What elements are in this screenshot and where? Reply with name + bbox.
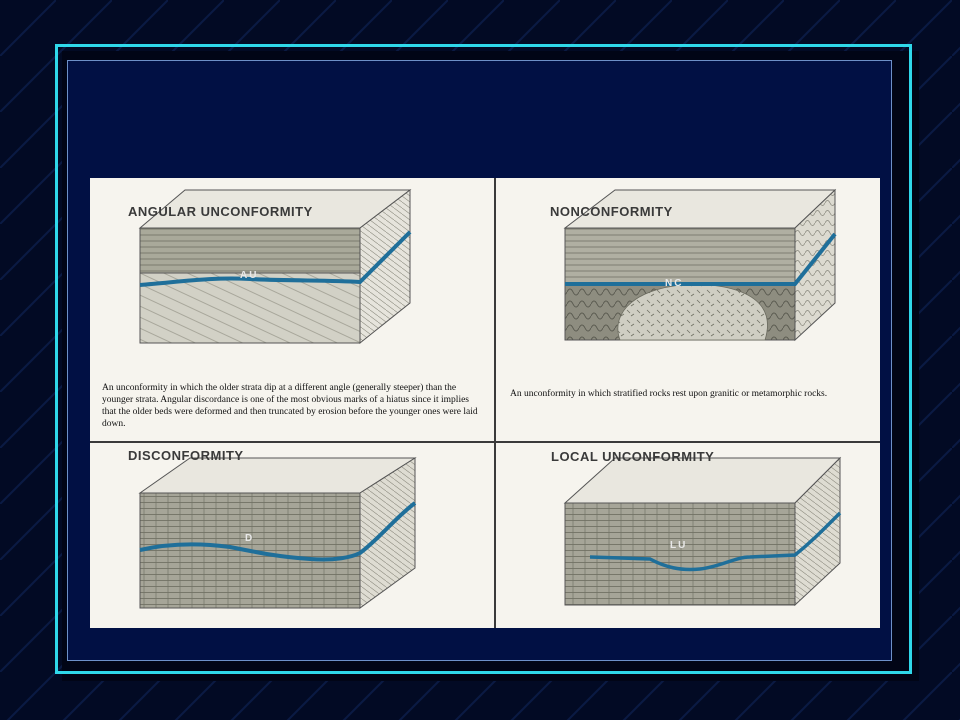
panel-nonconformity — [495, 178, 890, 403]
unconformity-marker: D — [245, 533, 255, 544]
panel-title: NONCONFORMITY — [550, 204, 673, 219]
panel-title: ANGULAR UNCONFORMITY — [128, 204, 313, 219]
local-unconformity-block-diagram — [495, 443, 885, 628]
panel-caption: An unconformity in which the older strata dip at a different angle (generally steeper) than the younger strata. Angular discordance is one of the most obvious marks of a hiatus since it implies that the older beds were deformed and then truncated by erosion before the younger ones were laid down. — [102, 383, 478, 429]
panel-title: DISCONFORMITY — [128, 448, 244, 463]
disconformity-block-diagram — [90, 443, 485, 628]
panel-caption: An unconformity in which stratified rocks rest upon granitic or metamorphic rocks. — [510, 389, 828, 399]
unconformity-marker: LU — [670, 540, 688, 551]
panel-divider-vertical — [494, 178, 496, 628]
panel-angular-unconformity — [90, 178, 485, 429]
panel-disconformity — [90, 443, 485, 628]
panel-divider-horizontal — [90, 441, 880, 443]
unconformity-figure — [90, 178, 880, 628]
unconformity-marker: AU — [240, 270, 259, 281]
panel-title: LOCAL UNCONFORMITY — [551, 449, 715, 464]
panel-local-unconformity — [495, 443, 890, 628]
unconformity-marker: NC — [665, 278, 684, 289]
